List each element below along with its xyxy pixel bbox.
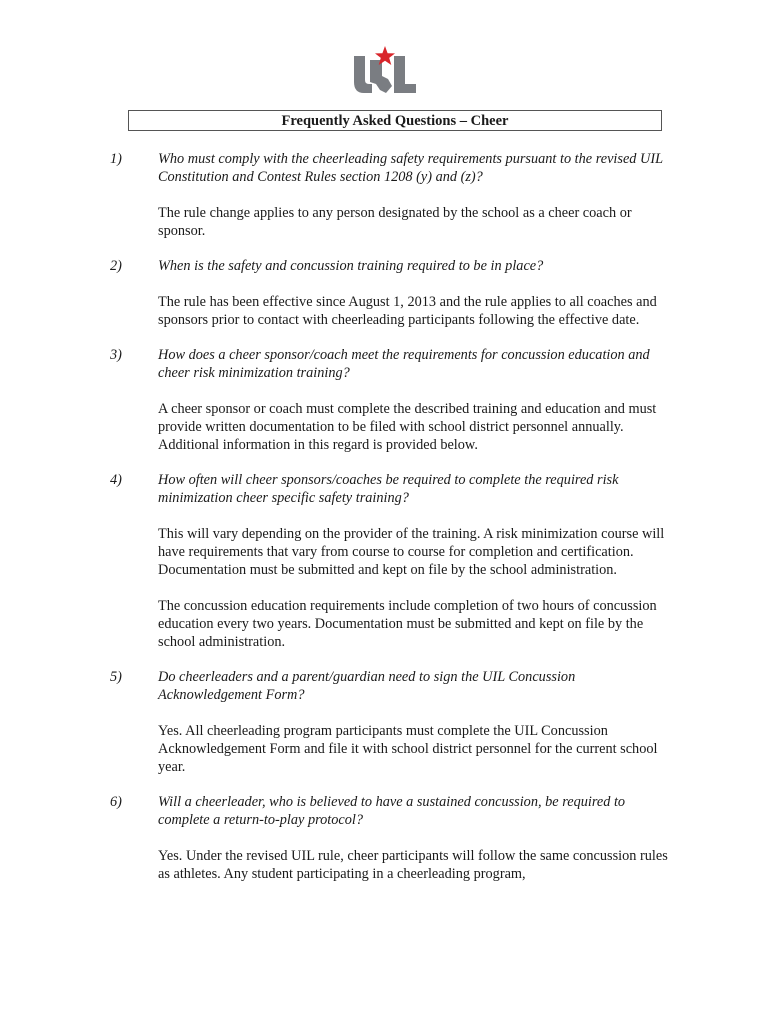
faq-item — [110, 471, 670, 651]
faq-item — [110, 257, 670, 329]
faq-number: 6) — [110, 794, 122, 810]
faq-question: Will a cheerleader, who is believed to have a sustained concussion, be required to complete a return-to-play protocol? — [158, 794, 626, 828]
faq-answer: Yes. All cheerleading program participants must complete the UIL Concussion Acknowledgement Form and file it with school district personnel for the current school year. — [158, 723, 658, 775]
faq-number: 2) — [110, 258, 122, 274]
faq-question: Do cheerleaders and a parent/guardian need to sign the UIL Concussion Acknowledgement Form? — [158, 669, 576, 703]
faq-number: 5) — [110, 669, 122, 685]
faq-number: 3) — [110, 347, 122, 363]
faq-answer: The rule has been effective since August 1, 2013 and the rule applies to all coaches and sponsors prior to contact with cheerleading participants following the effective date. — [158, 294, 657, 328]
logo-letter-l — [394, 56, 416, 93]
faq-answer: The concussion education requirements include completion of two hours of concussion education every two years. Documentation must be submitted and kept on file by the school administration. — [158, 598, 657, 650]
faq-question: When is the safety and concussion training required to be in place? — [158, 258, 544, 274]
faq-number: 1) — [110, 151, 122, 167]
faq-list — [110, 150, 670, 900]
logo-letter-u — [354, 56, 372, 93]
faq-number: 4) — [110, 472, 122, 488]
document-title: Frequently Asked Questions – Cheer — [128, 110, 662, 131]
faq-question: How often will cheer sponsors/coaches be required to complete the required risk minimization cheer specific safety training? — [158, 472, 619, 506]
logo-texas-shape — [370, 60, 392, 93]
faq-item — [110, 346, 670, 454]
faq-answer: Yes. Under the revised UIL rule, cheer participants will follow the same concussion rules as athletes. Any student participating in a cheerleading program, — [158, 848, 668, 882]
faq-question: Who must comply with the cheerleading safety requirements pursuant to the revised UIL Constitution and Contest Rules section 1208 (y) and (z)? — [158, 151, 663, 185]
faq-question: How does a cheer sponsor/coach meet the requirements for concussion education and cheer risk minimization training? — [158, 347, 650, 381]
faq-answer: A cheer sponsor or coach must complete the described training and education and must provide written documentation to be filed with school district personnel annually. Additional information in this regard is provided below. — [158, 401, 657, 453]
faq-item — [110, 793, 670, 883]
faq-answer: This will vary depending on the provider of the training. A risk minimization course will have requirements that vary from course to course for completion and certification. Documentation must be submitted and kept on file by the school administration. — [158, 526, 665, 578]
faq-item — [110, 668, 670, 776]
uil-logo — [352, 46, 418, 94]
faq-item — [110, 150, 670, 240]
faq-answer: The rule change applies to any person designated by the school as a cheer coach or sponsor. — [158, 205, 632, 239]
